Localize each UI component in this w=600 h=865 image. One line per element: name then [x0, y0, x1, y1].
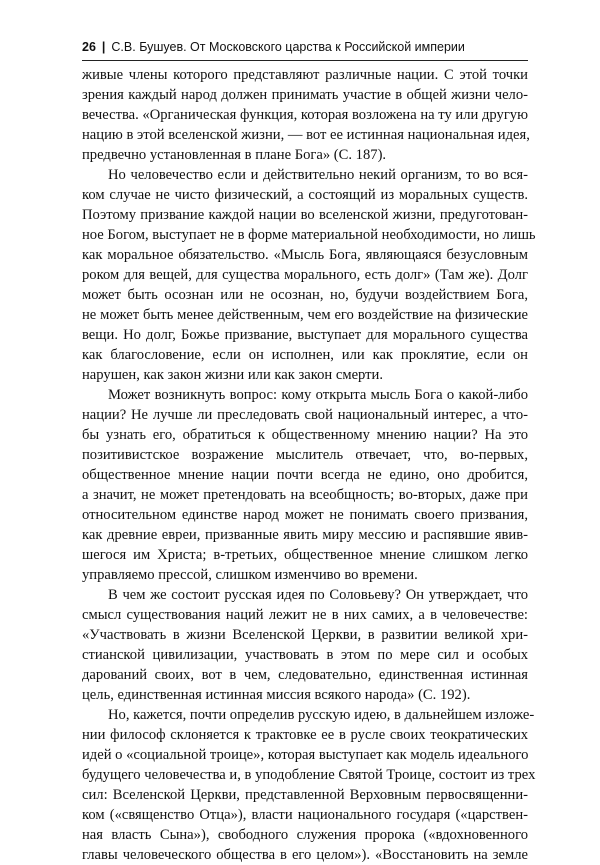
text-line: бы узнать его, обратиться к общественному мнению нации? На это	[82, 427, 528, 443]
text-line: вещи. Но долг, Божье призвание, выступает для морального существа	[82, 327, 528, 343]
text-line: как благословение, если он исполнен, или как проклятие, если он	[82, 347, 528, 363]
running-header	[82, 40, 465, 54]
text-line: роком для вещей, для существа морального, есть долг» (Там же). Долг	[82, 267, 528, 283]
header-separator: |	[101, 40, 106, 54]
text-line: Может возникнуть вопрос: кому открыта мысль Бога о какой-либо	[108, 387, 528, 403]
text-line: зрения каждый народ должен принимать участие в общей жизни чело-	[82, 87, 528, 103]
text-line: Но человечество если и действительно некий организм, то во вся-	[108, 167, 528, 183]
text-line: «Участвовать в жизни Вселенской Церкви, в развитии великой хри-	[82, 627, 528, 643]
text-line: нарушен, как закон жизни или как закон смерти.	[82, 367, 383, 383]
text-line: идей о «социальной троице», которая выступает как модель идеального	[82, 747, 529, 763]
page-number: 26	[82, 40, 96, 54]
text-line: нии философ склоняется к трактовке ее в русле своих теократических	[82, 727, 528, 743]
text-line: позитивистское возражение мыслитель отвечает, что, во-первых,	[82, 447, 528, 463]
running-title: С.В. Бушуев. От Московского царства к Российской империи	[111, 40, 465, 54]
text-line: ком случае не чисто физический, а состоящий из моральных существ.	[82, 187, 528, 203]
text-line: будущего человечества и, в уподобление Святой Троице, состоит из трех	[82, 767, 536, 783]
header-rule	[82, 60, 528, 61]
text-line: ком («священство Отца»), власти национального государя («царствен-	[82, 807, 528, 823]
text-line: как моральное обязательство. «Мысль Бога, являющаяся безусловным	[82, 247, 528, 263]
text-line: В чем же состоит русская идея по Соловьеву? Он утверждает, что	[108, 587, 528, 603]
text-line: стианской цивилизации, участвовать в этом по мере сил и особых	[82, 647, 528, 663]
text-line: сил: Вселенской Церкви, представленной Верховным первосвященни-	[82, 787, 528, 803]
text-line: дарований своих, вот в чем, следовательно, единственная истинная	[82, 667, 528, 683]
text-line: Поэтому призвание каждой нации во вселенской жизни, предуготован-	[82, 207, 528, 223]
text-line: ная власть Сына»), свободного служения пророка («вдохновенного	[82, 827, 528, 843]
text-line: а значит, не может претендовать на всеобщность; во-вторых, даже при	[82, 487, 528, 503]
text-line: как древние евреи, призванные явить миру мессию и распявшие явив-	[82, 527, 528, 543]
text-line: нацию в этой вселенской жизни, — вот ее истинная национальная идея,	[82, 127, 530, 143]
text-line: ное Богом, выступает не в форме материальной необходимости, но лишь	[82, 227, 536, 243]
text-line: управляемо прессой, слишком изменчиво во времени.	[82, 567, 418, 583]
text-line: главы человеческого общества в его целом»). «Восстановить на земле	[82, 847, 528, 863]
text-line: нации? Не лучше ли преследовать свой национальный интерес, а что-	[82, 407, 528, 423]
text-line: может быть осознан или не осознан, но, будучи воздействием Бога,	[82, 287, 528, 303]
text-line: Но, кажется, почти определив русскую идею, в дальнейшем изложе-	[108, 707, 535, 723]
text-line: предвечно установленная в плане Бога» (С. 187).	[82, 147, 387, 163]
text-line: относительном единстве народ может не понимать своего призвания,	[82, 507, 528, 523]
text-line: цель, единственная истинная миссия всякого народа» (С. 192).	[82, 687, 471, 703]
text-line: общественное мнение нации почти всегда не едино, оно дробится,	[82, 467, 528, 483]
text-line: живые члены которого представляют различные нации. С этой точки	[82, 67, 528, 83]
text-line: смысл существования наций лежит не в них самих, а в человечестве:	[82, 607, 528, 623]
text-line: вечества. «Органическая функция, которая возложена на ту или другую	[82, 107, 528, 123]
body-text	[82, 65, 536, 865]
text-line: не может быть менее действенным, чем его воздействие на физические	[82, 307, 528, 323]
text-line: шегося им Христа; в-третьих, общественное мнение слишком легко	[82, 547, 528, 563]
